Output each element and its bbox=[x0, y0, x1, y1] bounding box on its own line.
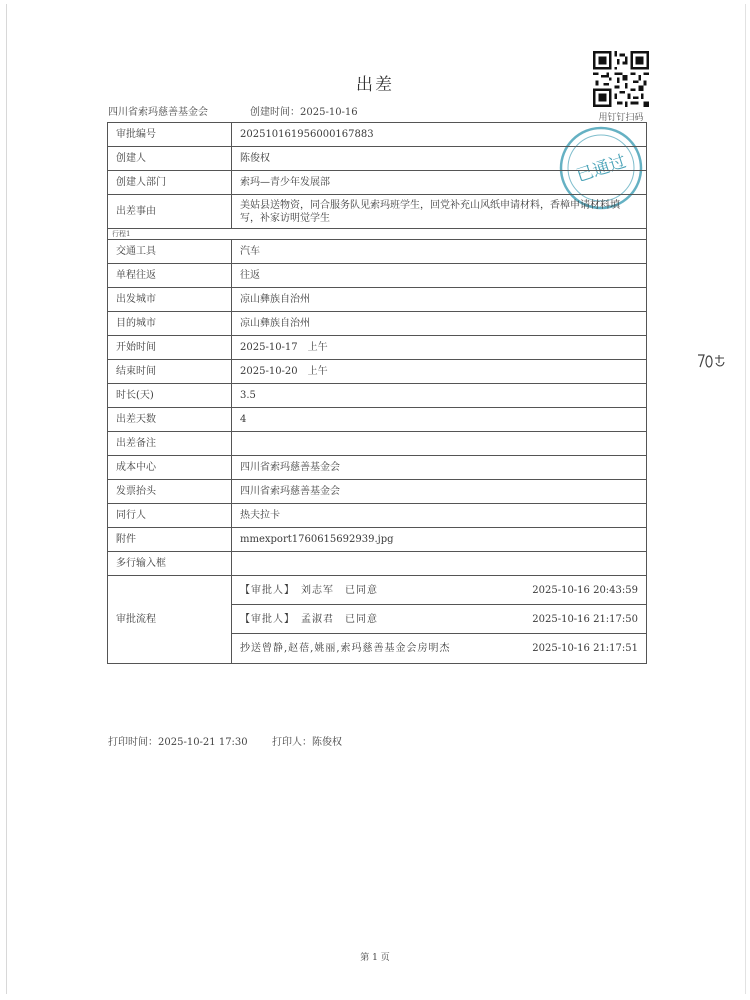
approval-step-time: 2025-10-16 21:17:51 bbox=[532, 643, 638, 654]
print-time-label: 打印时间： bbox=[108, 737, 158, 748]
handwritten-note bbox=[696, 352, 726, 370]
field-value: 2025-10-20 上午 bbox=[232, 360, 647, 384]
field-row bbox=[108, 552, 647, 576]
field-row bbox=[108, 195, 647, 229]
travel-approval-table bbox=[107, 122, 647, 664]
field-label: 出发城市 bbox=[108, 288, 232, 312]
field-value: 美姑县送物资，同合服务队见索玛班学生，回党补充山风纸申请材料，香樟申请材料填写，补家访明觉学生 bbox=[232, 195, 647, 229]
field-label: 目的城市 bbox=[108, 312, 232, 336]
field-row bbox=[108, 456, 647, 480]
field-label: 审批编号 bbox=[108, 123, 232, 147]
field-value: 凉山彝族自治州 bbox=[232, 288, 647, 312]
created-time bbox=[250, 103, 358, 118]
field-label: 多行输入框 bbox=[108, 552, 232, 576]
field-row bbox=[108, 264, 647, 288]
field-value: 2025-10-17 上午 bbox=[232, 336, 647, 360]
qr-code-icon bbox=[593, 51, 649, 107]
field-value: 3.5 bbox=[232, 384, 647, 408]
field-label: 同行人 bbox=[108, 504, 232, 528]
section-label: 行程1 bbox=[108, 229, 647, 240]
field-row bbox=[108, 336, 647, 360]
field-label: 结束时间 bbox=[108, 360, 232, 384]
printer-label: 打印人： bbox=[272, 737, 312, 748]
approval-step bbox=[232, 605, 646, 634]
approval-flow-cell bbox=[232, 576, 647, 664]
field-value: 四川省索玛慈善基金会 bbox=[232, 456, 647, 480]
printer-value: 陈俊权 bbox=[312, 737, 342, 748]
field-row bbox=[108, 408, 647, 432]
organization-name: 四川省索玛慈善基金会 bbox=[108, 107, 208, 118]
field-label: 开始时间 bbox=[108, 336, 232, 360]
field-label: 发票抬头 bbox=[108, 480, 232, 504]
field-row bbox=[108, 288, 647, 312]
field-value: 往返 bbox=[232, 264, 647, 288]
field-row bbox=[108, 171, 647, 195]
approval-flow-label: 审批流程 bbox=[108, 576, 232, 664]
field-row bbox=[108, 360, 647, 384]
field-label: 时长(天) bbox=[108, 384, 232, 408]
field-row bbox=[108, 384, 647, 408]
approval-step-text: 抄送曾静,赵蓓,姚丽,索玛慈善基金会房明杰 bbox=[240, 643, 451, 654]
document-title: 出差 bbox=[356, 75, 394, 95]
field-value: 四川省索玛慈善基金会 bbox=[232, 480, 647, 504]
field-label: 成本中心 bbox=[108, 456, 232, 480]
field-value: mmexport1760615692939.jpg bbox=[232, 528, 647, 552]
field-value: 凉山彝族自治州 bbox=[232, 312, 647, 336]
print-time bbox=[108, 733, 248, 748]
field-row bbox=[108, 432, 647, 456]
field-value: 4 bbox=[232, 408, 647, 432]
field-label: 出差事由 bbox=[108, 195, 232, 229]
field-label: 单程往返 bbox=[108, 264, 232, 288]
field-label: 交通工具 bbox=[108, 240, 232, 264]
field-value bbox=[232, 552, 647, 576]
print-time-value: 2025-10-21 17:30 bbox=[158, 737, 248, 748]
section-row bbox=[108, 229, 647, 240]
field-row bbox=[108, 528, 647, 552]
approval-step-time: 2025-10-16 21:17:50 bbox=[532, 613, 638, 625]
field-value: 汽车 bbox=[232, 240, 647, 264]
field-row bbox=[108, 240, 647, 264]
field-label: 创建人部门 bbox=[108, 171, 232, 195]
field-label: 出差备注 bbox=[108, 432, 232, 456]
field-row bbox=[108, 312, 647, 336]
field-value: 热夫拉卡 bbox=[232, 504, 647, 528]
approval-step bbox=[232, 576, 646, 605]
field-row bbox=[108, 123, 647, 147]
created-time-value: 2025-10-16 bbox=[300, 107, 358, 118]
field-value: 202510161956000167883 bbox=[232, 123, 647, 147]
field-value bbox=[232, 432, 647, 456]
field-value: 陈俊权 bbox=[232, 147, 647, 171]
approval-step-time: 2025-10-16 20:43:59 bbox=[532, 584, 638, 596]
field-row bbox=[108, 147, 647, 171]
field-row bbox=[108, 504, 647, 528]
created-time-label: 创建时间： bbox=[250, 107, 300, 118]
printer bbox=[272, 733, 342, 748]
page-number: 第 1 页 bbox=[360, 953, 390, 963]
approval-step bbox=[232, 634, 646, 663]
stamp-text: 已通过 bbox=[573, 151, 629, 187]
approval-step-text: 【审批人】 孟淑君 已同意 bbox=[240, 613, 378, 625]
field-label: 出差天数 bbox=[108, 408, 232, 432]
field-row bbox=[108, 480, 647, 504]
field-value: 索玛—青少年发展部 bbox=[232, 171, 647, 195]
field-label: 创建人 bbox=[108, 147, 232, 171]
approval-flow-row bbox=[108, 576, 647, 664]
field-label: 附件 bbox=[108, 528, 232, 552]
approval-step-text: 【审批人】 刘志军 已同意 bbox=[240, 584, 378, 596]
qr-caption: 用钉钉扫码 bbox=[598, 113, 644, 123]
